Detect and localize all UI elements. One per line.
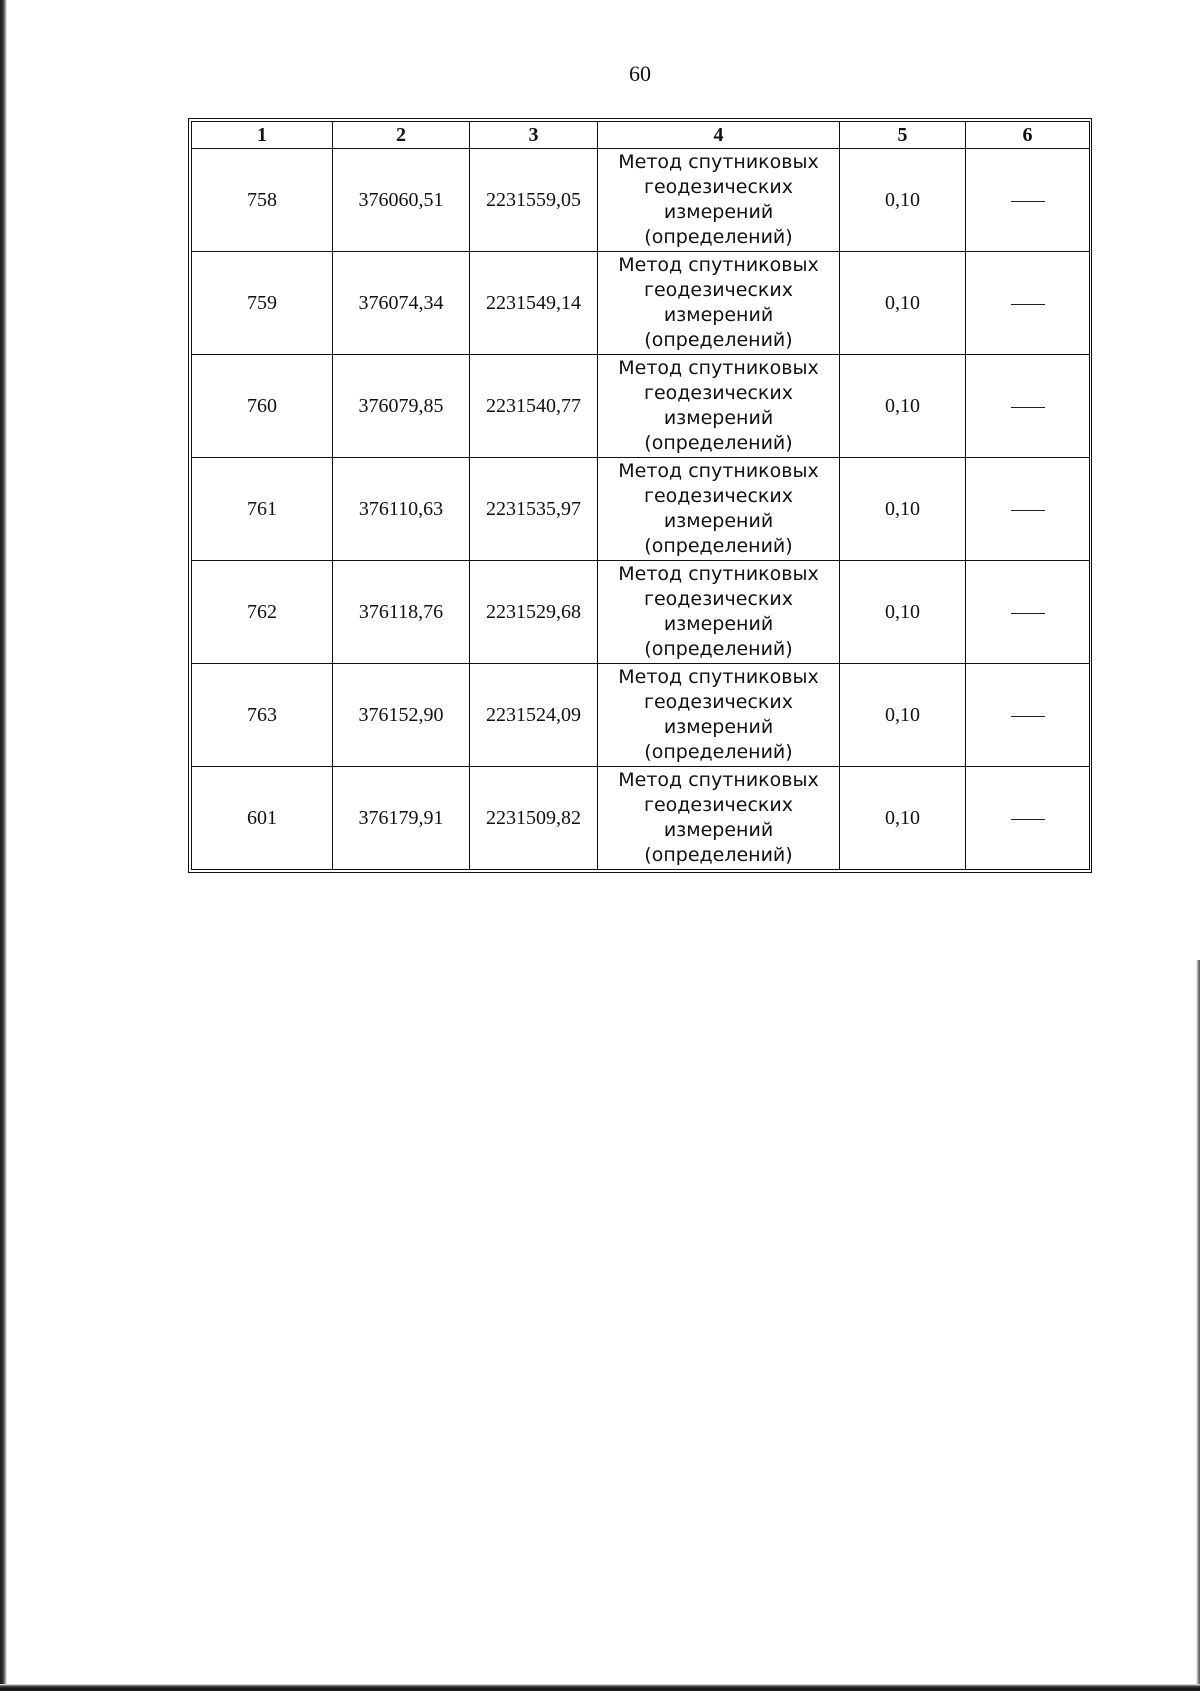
- method-line: Метод спутниковых: [618, 666, 819, 688]
- table-row: [192, 664, 1090, 767]
- dash: [1011, 819, 1045, 820]
- method-line: геодезических: [643, 176, 793, 198]
- table-row: [192, 252, 1090, 355]
- y-coordinate-cell: 2231524,09: [470, 664, 598, 767]
- y-coordinate-cell: 2231509,82: [470, 767, 598, 870]
- x-coordinate-cell: 376152,90: [333, 664, 470, 767]
- description-cell: [966, 458, 1090, 561]
- method-cell: [598, 767, 840, 870]
- x-coordinate-cell: 376079,85: [333, 355, 470, 458]
- method-line: (определений): [644, 741, 793, 763]
- table-header-row: [192, 122, 1090, 149]
- point-number-cell: 761: [192, 458, 333, 561]
- description-cell: [966, 355, 1090, 458]
- column-header-4: 4: [598, 122, 840, 149]
- column-header-5: 5: [840, 122, 966, 149]
- method-line: Метод спутниковых: [618, 563, 819, 585]
- method-cell: [598, 458, 840, 561]
- dash: [1011, 201, 1045, 202]
- point-number-cell: 759: [192, 252, 333, 355]
- y-coordinate-cell: 2231535,97: [470, 458, 598, 561]
- method-line: геодезических: [643, 794, 793, 816]
- scan-edge-left: [0, 0, 7, 1691]
- method-line: (определений): [644, 638, 793, 660]
- method-line: измерений: [663, 510, 774, 532]
- method-line: Метод спутниковых: [618, 460, 819, 482]
- y-coordinate-cell: 2231540,77: [470, 355, 598, 458]
- y-coordinate-cell: 2231529,68: [470, 561, 598, 664]
- accuracy-cell: 0,10: [840, 149, 966, 252]
- table-row: [192, 149, 1090, 252]
- column-header-2: 2: [333, 122, 470, 149]
- method-line: измерений: [663, 201, 774, 223]
- method-line: геодезических: [643, 588, 793, 610]
- dash: [1011, 407, 1045, 408]
- x-coordinate-cell: 376074,34: [333, 252, 470, 355]
- method-line: геодезических: [643, 279, 793, 301]
- method-line: (определений): [644, 226, 793, 248]
- method-cell: [598, 149, 840, 252]
- method-line: (определений): [644, 432, 793, 454]
- accuracy-cell: 0,10: [840, 458, 966, 561]
- table-row: [192, 458, 1090, 561]
- point-number-cell: 601: [192, 767, 333, 870]
- method-line: Метод спутниковых: [618, 151, 819, 173]
- point-number-cell: 763: [192, 664, 333, 767]
- description-cell: [966, 767, 1090, 870]
- x-coordinate-cell: 376118,76: [333, 561, 470, 664]
- method-line: измерений: [663, 304, 774, 326]
- method-line: (определений): [644, 844, 793, 866]
- dash: [1011, 510, 1045, 511]
- dash: [1011, 613, 1045, 614]
- method-line: геодезических: [643, 382, 793, 404]
- y-coordinate-cell: 2231549,14: [470, 252, 598, 355]
- table-row: [192, 767, 1090, 870]
- table-row: [192, 561, 1090, 664]
- method-cell: [598, 252, 840, 355]
- column-header-3: 3: [470, 122, 598, 149]
- dash: [1011, 716, 1045, 717]
- method-line: Метод спутниковых: [618, 254, 819, 276]
- method-line: (определений): [644, 535, 793, 557]
- method-line: геодезических: [643, 691, 793, 713]
- x-coordinate-cell: 376179,91: [333, 767, 470, 870]
- point-number-cell: 760: [192, 355, 333, 458]
- accuracy-cell: 0,10: [840, 561, 966, 664]
- method-line: измерений: [663, 407, 774, 429]
- method-line: Метод спутниковых: [618, 357, 819, 379]
- accuracy-cell: 0,10: [840, 355, 966, 458]
- scan-edge-bottom: [0, 1684, 1200, 1691]
- column-header-6: 6: [966, 122, 1090, 149]
- coordinates-table-frame: [188, 118, 1092, 873]
- scan-edge-right: [1196, 960, 1200, 1691]
- description-cell: [966, 561, 1090, 664]
- x-coordinate-cell: 376060,51: [333, 149, 470, 252]
- method-line: геодезических: [643, 485, 793, 507]
- dash: [1011, 304, 1045, 305]
- method-line: (определений): [644, 329, 793, 351]
- point-number-cell: 758: [192, 149, 333, 252]
- method-line: измерений: [663, 613, 774, 635]
- page-number: 60: [629, 61, 651, 86]
- method-line: Метод спутниковых: [618, 769, 819, 791]
- description-cell: [966, 149, 1090, 252]
- accuracy-cell: 0,10: [840, 664, 966, 767]
- description-cell: [966, 664, 1090, 767]
- description-cell: [966, 252, 1090, 355]
- accuracy-cell: 0,10: [840, 252, 966, 355]
- coordinates-table: [191, 121, 1090, 870]
- point-number-cell: 762: [192, 561, 333, 664]
- accuracy-cell: 0,10: [840, 767, 966, 870]
- method-line: измерений: [663, 716, 774, 738]
- table-row: [192, 355, 1090, 458]
- x-coordinate-cell: 376110,63: [333, 458, 470, 561]
- column-header-1: 1: [192, 122, 333, 149]
- method-line: измерений: [663, 819, 774, 841]
- method-cell: [598, 355, 840, 458]
- method-cell: [598, 561, 840, 664]
- method-cell: [598, 664, 840, 767]
- y-coordinate-cell: 2231559,05: [470, 149, 598, 252]
